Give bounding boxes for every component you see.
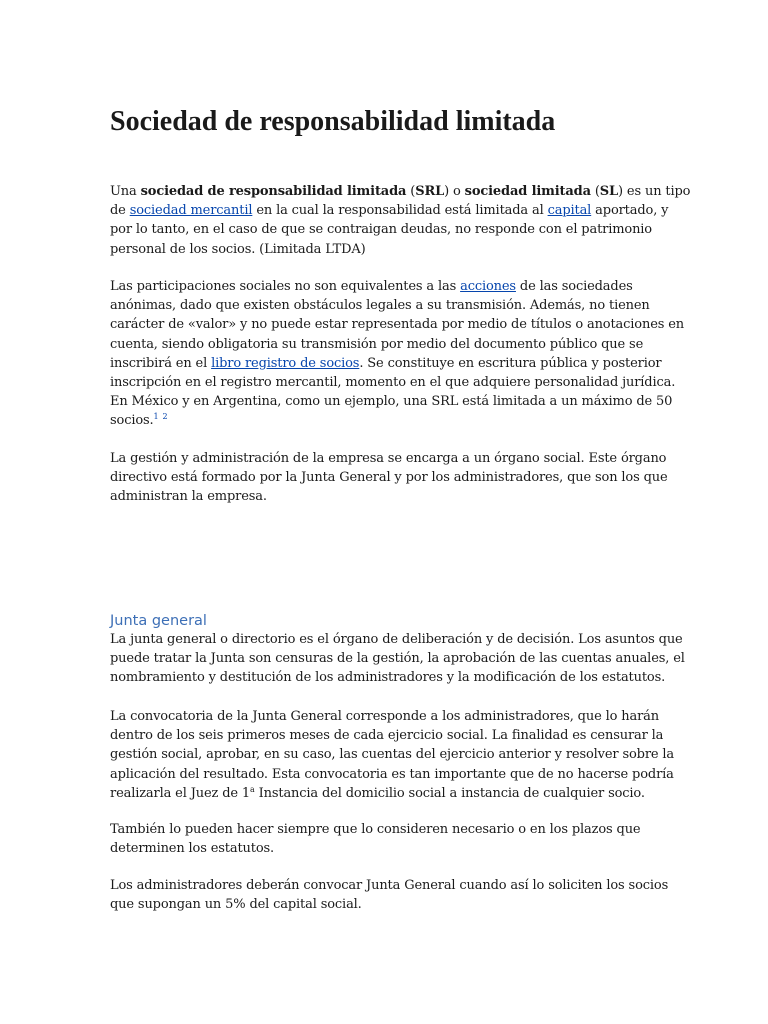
text-line [110,354,684,373]
text: ( [406,184,416,199]
plazos-paragraph [110,820,640,858]
convocatoria-paragraph [110,707,674,803]
text-line: inscripción en el registro mercantil, momento en el que adquiere personalidad jurídica. [110,375,676,391]
text-line: personal de los socios. (Limitada LTDA) [110,241,366,257]
text: socios. [110,413,154,429]
text-line [110,182,690,201]
bold-term-srl-full: sociedad de responsabilidad limitada [140,184,407,199]
text: . Se constituye en escritura pública y posterior [359,355,662,371]
text: de [110,203,130,219]
text-line: puede tratar la Junta son censuras de la gestión, la aprobación de las cuentas anuales, el [110,651,685,667]
administradores-paragraph [110,876,668,914]
section-heading-junta-general: Junta general [110,613,207,629]
text-line: Los administradores deberán convocar Junta General cuando así lo soliciten los socios [110,878,669,893]
link-libro-registro-de-socios[interactable]: libro registro de socios [211,355,360,371]
text-line: administran la empresa. [110,489,267,505]
bold-term-sl: SL [599,184,619,199]
ordinal-superscript: a [250,784,255,794]
reference-2-link[interactable]: 2 [162,412,168,422]
link-acciones[interactable]: acciones [460,279,516,294]
text: aportado, y [591,203,669,219]
text-line: La junta general o directorio es el órgano de deliberación y de decisión. Los asuntos que [110,632,683,647]
page-title: Sociedad de responsabilidad limitada [110,106,556,137]
text: ) es un tipo [618,184,691,199]
text: ) o [444,184,465,199]
text-line [110,201,690,220]
text-line [110,411,684,430]
text-line: nombramiento y destitución de los administradores y la modificación de los estatutos. [110,670,666,686]
bold-term-srl: SRL [415,184,445,199]
text-line: La gestión y administración de la empresa se encarga a un órgano social. Este órgano [110,451,667,466]
text: Una [110,184,141,199]
text-line: carácter de «valor» y no puede estar representada por medio de títulos o anotaciones en [110,317,685,333]
junta-general-paragraph [110,630,685,688]
text: de las sociedades [515,279,633,294]
text-line: aplicación del resultado. Esta convocatoria es tan importante que de no hacerse podría [110,766,674,782]
participaciones-paragraph [110,277,684,431]
text-line: La convocatoria de la Junta General corresponde a los administradores, que lo harán [110,709,659,724]
text: Las participaciones sociales no son equivalentes a las [110,279,461,294]
reference-1-link[interactable]: 1 [153,412,159,422]
text: Instancia del domicilio social a instancia de cualquier socio. [254,785,645,801]
text-line: que supongan un 5% del capital social. [110,897,362,913]
link-sociedad-mercantil[interactable]: sociedad mercantil [129,203,253,219]
intro-paragraph [110,182,690,259]
text-line: por lo tanto, en el caso de que se contraigan deudas, no responde con el patrimonio [110,222,652,238]
text: inscribirá en el [110,355,212,371]
text-line: dentro de los seis primeros meses de cada ejercicio social. La finalidad es censurar la [110,728,664,744]
text-line: determinen los estatutos. [110,841,275,857]
text-line: También lo pueden hacer siempre que lo consideren necesario o en los plazos que [110,822,641,837]
text: ( [590,184,600,199]
text-line: cuenta, siendo obligatoria su transmisión por medio del documento público que se [110,336,644,352]
text-line: gestión social, aprobar, en su caso, las cuentas del ejercicio anterior y resolver sobre la [110,747,675,763]
text-line [110,277,684,296]
bold-term-sl-full: sociedad limitada [464,184,591,199]
gestion-paragraph [110,449,668,507]
link-capital[interactable]: capital [547,203,592,219]
text-line: anónimas, dado que existen obstáculos legales a su transmisión. Además, no tienen [110,298,650,314]
text-line [110,784,674,803]
text: en la cual la responsabilidad está limitada al [252,203,548,219]
text-line: directivo está formado por la Junta General y por los administradores, que son los que [110,470,668,486]
text: realizarla el Juez de 1 [110,785,251,801]
text-line: En México y en Argentina, como un ejemplo, una SRL está limitada a un máximo de 50 [110,394,673,410]
